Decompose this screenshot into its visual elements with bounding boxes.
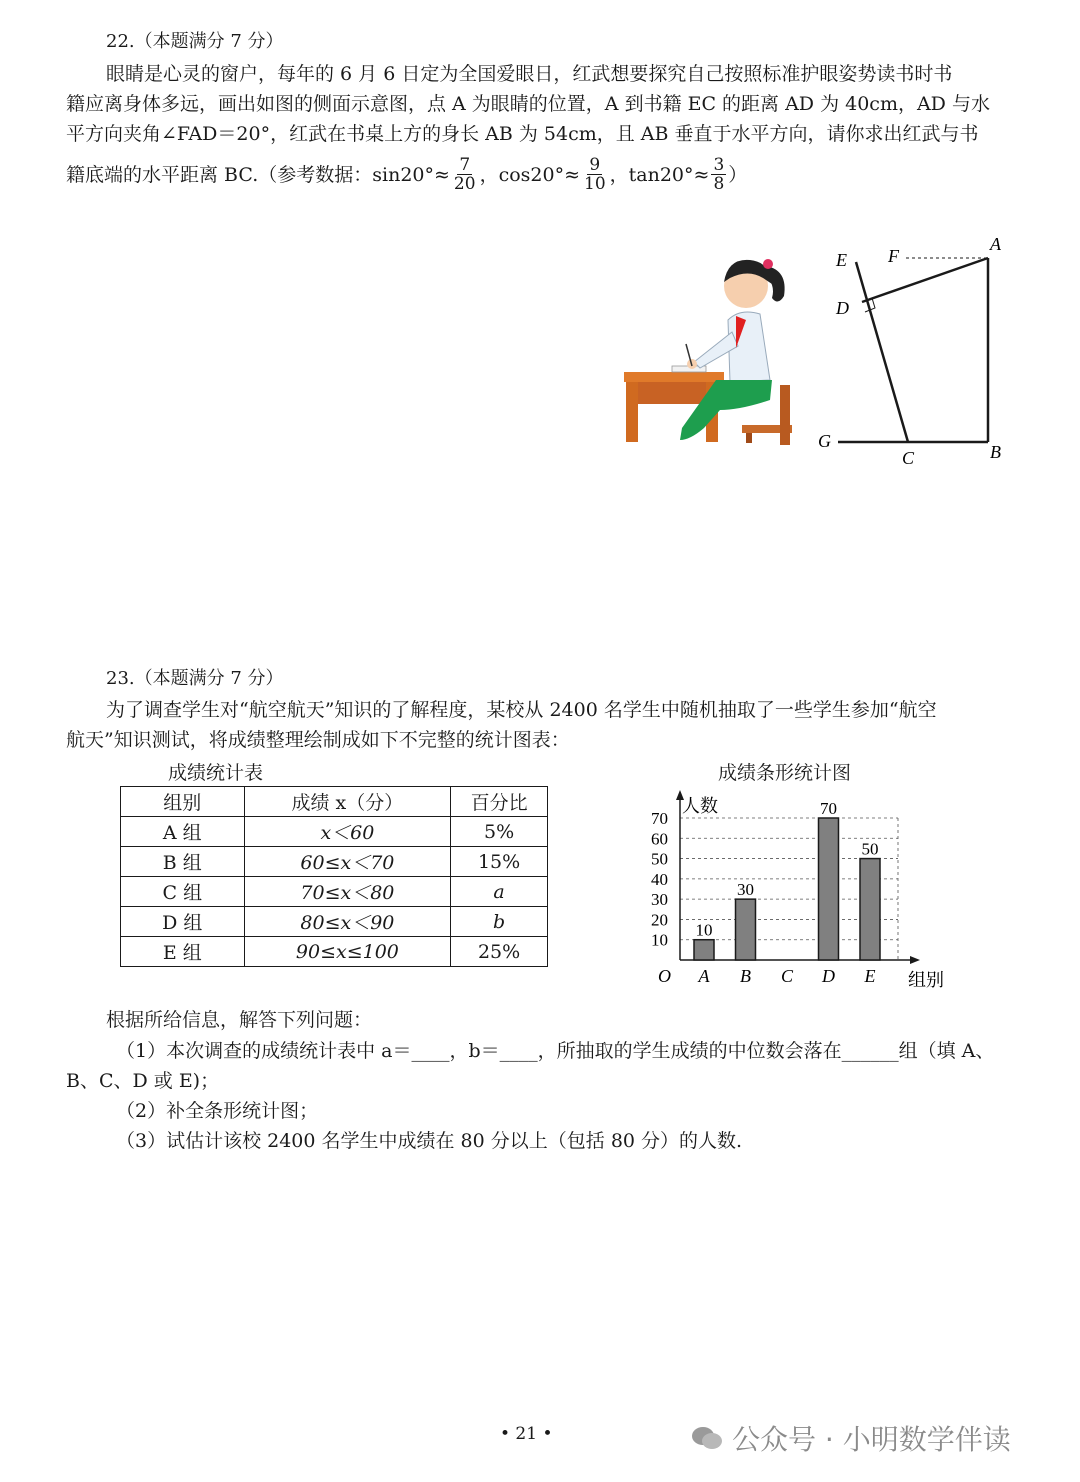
table-cell: 5% [451,817,548,847]
table-row [121,847,548,877]
desk-drawer [638,382,706,404]
cos-den: 10 [584,174,606,194]
q23-header: 23.（本题满分 7 分） [106,668,284,689]
y-tick-label: 40 [651,869,668,889]
bar-chart [640,790,944,990]
label-d: D [836,298,849,318]
x-tick-label: A [698,966,710,986]
table-row [121,907,548,937]
page-number: • 21 • [500,1424,553,1444]
table-header-row [121,787,548,817]
line-ad [862,258,988,302]
x-tick-label: B [740,966,751,986]
chair-leg [746,433,752,443]
table-cell: 80≤x＜90 [244,907,451,937]
cos-num: 9 [589,155,601,175]
watermark-text: 公众号 · 小明数学伴读 [732,1423,1011,1456]
q22-line4 [66,156,747,193]
data-label: 70 [820,799,837,818]
tan-den: 8 [713,174,725,194]
label-a: A [990,234,1001,254]
q22-line4-prefix: 籍底端的水平距离 BC.（参考数据：sin20°≈ [66,163,450,186]
data-label: 30 [737,880,754,900]
watermark [690,1418,1011,1458]
y-axis-label: 人数 [682,796,718,816]
sin-num: 7 [459,155,471,175]
table-cell: 25% [451,937,548,967]
cos-label: ，cos20°≈ [479,163,580,186]
x-axis-label: 组别 [908,970,944,990]
wechat-icon [690,1424,724,1452]
q22-line3: 平方向夹角∠FAD＝20°，红武在书桌上方的身长 AB 为 54cm，且 AB 垂直于水平方向，请你求出红武与书 [66,123,979,145]
q23-sub2: （2）补全条形统计图； [116,1100,319,1122]
table-cell: 70≤x＜80 [244,877,451,907]
q23-sub1-line2: B、C、D 或 E)； [66,1070,220,1092]
y-tick-label: 30 [651,890,668,910]
y-tick-label: 70 [651,809,668,828]
label-c: C [902,448,915,468]
bar [819,818,839,960]
q23-sub3: （3）试估计该校 2400 名学生中成绩在 80 分以上（包括 80 分）的人数. [116,1130,743,1152]
bar [694,940,714,960]
table-cell: D 组 [121,907,245,937]
q22-line2: 籍应离身体多远，画出如图的侧面示意图，点 A 为眼睛的位置，A 到书籍 EC 的距离 AD 为 40cm，AD 与水 [66,93,990,115]
geometry-diagram [810,232,1030,472]
q23-after1: 根据所给信息，解答下列问题： [106,1009,373,1031]
x-axis-arrow [910,956,920,964]
table-cell: 15% [451,847,548,877]
q22-line4-suffix: ） [728,163,748,186]
girl-reading-illustration [620,250,800,450]
label-f: F [888,246,899,266]
origin-label: O [658,966,671,986]
table-row [121,937,548,967]
sin-den: 20 [453,174,476,194]
table-cell: A 组 [121,817,245,847]
q23-sub1-line1: （1）本次调查的成绩统计表中 a＝____，b＝____，所抽取的学生成绩的中位数会落在______组（填 A、 [116,1040,995,1062]
y-tick-label: 10 [651,930,668,950]
table-title: 成绩统计表 [168,762,264,784]
hair-bow [763,259,773,269]
desk-leg-left [626,382,638,442]
table-cell: b [451,907,548,937]
q23-line1: 为了调查学生对“航空航天”知识的了解程度，某校从 2400 名学生中随机抽取了一些学生参加“航空 [106,699,937,721]
bar [736,899,756,960]
label-g: G [818,431,831,451]
cos-fraction [582,156,608,193]
chair-back [780,385,790,445]
tan-fraction [711,156,726,193]
table-cell: 90≤x≤100 [244,937,451,967]
y-tick-label: 60 [651,829,668,849]
desk-top [624,372,724,382]
score-table [120,786,548,967]
table-cell: B 组 [121,847,245,877]
sin-fraction [452,156,478,193]
table-header-cell: 组别 [121,787,245,817]
table-header-cell: 百分比 [451,787,548,817]
q23-line2: 航天”知识测试，将成绩整理绘制成如下不完整的统计图表： [66,729,570,751]
score-table-body [121,787,548,967]
table-cell: a [451,877,548,907]
label-b: B [990,442,1001,462]
label-e: E [836,250,847,270]
x-tick-label: C [780,966,794,986]
table-cell: C 组 [121,877,245,907]
table-cell: 60≤x＜70 [244,847,451,877]
q22-line1: 眼睛是心灵的窗户，每年的 6 月 6 日定为全国爱眼日，红武想要探究自己按照标准护眼姿势读书时书 [106,63,953,85]
chart-title: 成绩条形统计图 [718,762,852,784]
q22-header: 22.（本题满分 7 分） [106,31,284,52]
data-label: 50 [861,839,879,859]
data-label: 10 [695,920,713,940]
table-row [121,877,548,907]
table-row [121,817,548,847]
bar [860,859,880,960]
tan-label: ，tan20°≈ [609,163,710,186]
x-tick-label: D [822,966,835,986]
y-tick-label: 50 [651,849,668,869]
y-tick-label: 20 [651,910,668,930]
tan-num: 3 [713,155,725,175]
table-cell: E 组 [121,937,245,967]
table-header-cell: 成绩 x（分） [244,787,451,817]
x-tick-label: E [864,966,876,986]
table-cell: x＜60 [244,817,451,847]
